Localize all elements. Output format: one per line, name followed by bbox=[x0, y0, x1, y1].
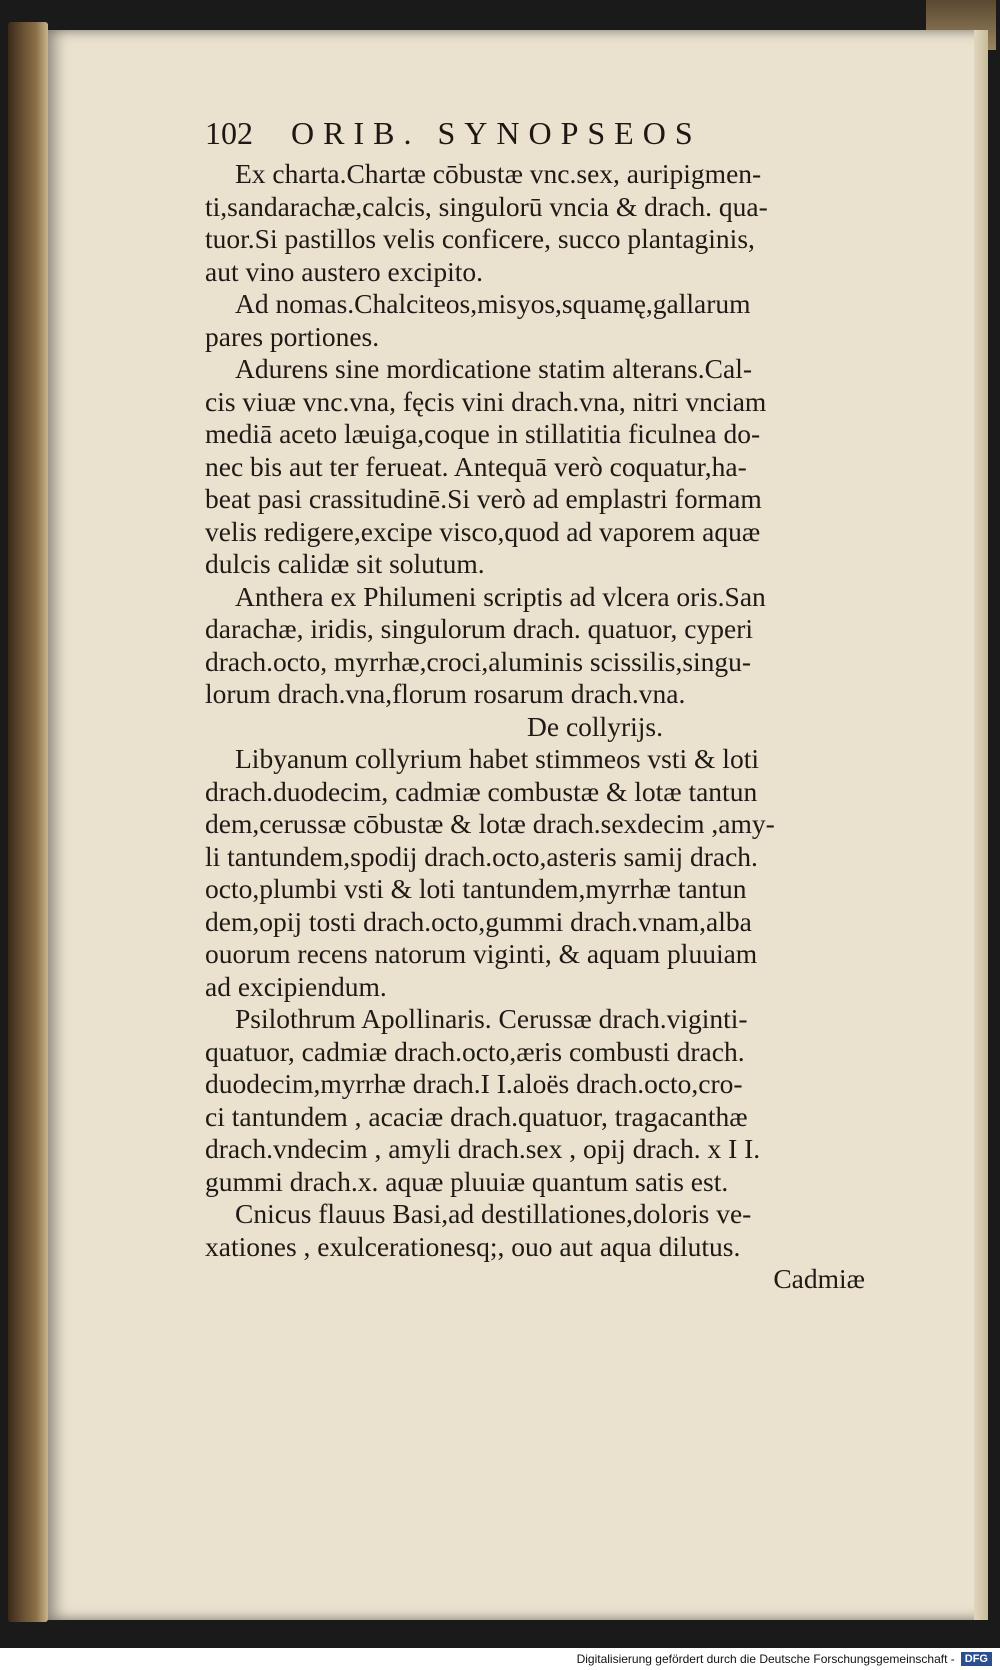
text-line: Cnicus flauus Basi,ad destillationes,doloris ve- bbox=[235, 1198, 752, 1229]
running-head bbox=[205, 115, 845, 152]
text-line: ci tantundem , acaciæ drach.quatuor, tragacanthæ bbox=[205, 1100, 748, 1132]
funding-credit: Digitalisierung gefördert durch die Deutsche Forschungsgemeinschaft - bbox=[576, 1652, 955, 1666]
text-line: mediā aceto læuiga,coque in stillatitia ficulnea do- bbox=[205, 418, 761, 449]
text-line: duodecim,myrrhæ drach.I I.aloës drach.octo,cro- bbox=[205, 1068, 743, 1099]
body-text bbox=[205, 158, 865, 1296]
text-line: drach.vndecim , amyli drach.sex , opij drach. x I I. bbox=[205, 1133, 761, 1164]
text-line: Ad nomas.Chalciteos,misyos,squamę,gallarum bbox=[235, 288, 751, 319]
text-line: beat pasi crassitudinē.Si verò ad emplastri formam bbox=[205, 483, 762, 514]
page-number: 102 bbox=[205, 115, 253, 151]
text-line: quatuor, cadmiæ drach.octo,æris combusti drach. bbox=[205, 1035, 745, 1067]
running-title: ORIB. SYNOPSEOS bbox=[291, 115, 702, 151]
text-line: dem,opij tosti drach.octo,gummi drach.vnam,alba bbox=[205, 905, 752, 937]
text-line: velis redigere,excipe visco,quod ad vaporem aquæ bbox=[205, 515, 761, 547]
book-edge bbox=[8, 22, 48, 1622]
text-line: darachæ, iridis, singulorum drach. quatuor, cyperi bbox=[205, 613, 753, 644]
text-line: Adurens sine mordicatione statim alterans.Cal- bbox=[235, 353, 753, 384]
text-line: Anthera ex Philumeni scriptis ad vlcera oris.San bbox=[235, 580, 766, 612]
text-line: dulcis calidæ sit solutum. bbox=[205, 548, 485, 579]
text-line: tuor.Si pastillos velis conficere, succo plantaginis, bbox=[205, 223, 755, 254]
text-line: Ex charta.Chartæ cōbustæ vnc.sex, auripigmen- bbox=[235, 158, 762, 189]
text-line: octo,plumbi vsti & loti tantundem,myrrhæ tantun bbox=[205, 873, 747, 904]
text-line: ad excipiendum. bbox=[205, 970, 387, 1002]
section-heading: De collyrijs. bbox=[527, 710, 663, 742]
text-line: nec bis aut ter ferueat. Antequā verò coquatur,ha- bbox=[205, 450, 747, 482]
text-line: ouorum recens natorum viginti, & aquam pluuiam bbox=[205, 938, 758, 969]
page-edge bbox=[974, 30, 988, 1620]
text-line: xationes , exulcerationesq;, ouo aut aqua dilutus. bbox=[205, 1230, 741, 1262]
text-line: aut vino austero excipito. bbox=[205, 255, 483, 287]
text-line: cis viuæ vnc.vna, fęcis vini drach.vna, nitri vnciam bbox=[205, 385, 767, 417]
dfg-logo: DFG bbox=[961, 1652, 992, 1666]
text-line: pares portiones. bbox=[205, 320, 380, 352]
text-line: li tantundem,spodij drach.octo,asteris samij drach. bbox=[205, 840, 758, 872]
text-line: Libyanum collyrium habet stimmeos vsti & loti bbox=[235, 743, 759, 774]
text-line: ti,sandarachæ,calcis, singulorū vncia & drach. qua- bbox=[205, 190, 768, 222]
text-line: dem,cerussæ cōbustæ & lotæ drach.sexdecim ,amy- bbox=[205, 808, 775, 839]
text-line: drach.duodecim, cadmiæ combustæ & lotæ tantun bbox=[205, 775, 758, 807]
footer-bar bbox=[0, 1648, 1000, 1670]
text-line: lorum drach.vna,florum rosarum drach.vna. bbox=[205, 678, 686, 709]
text-line: Psilothrum Apollinaris. Cerussæ drach.viginti- bbox=[235, 1003, 748, 1034]
text-line: gummi drach.x. aquæ pluuiæ quantum satis est. bbox=[205, 1165, 729, 1197]
catchword: Cadmiæ bbox=[773, 1263, 865, 1294]
text-line: drach.octo, myrrhæ,croci,aluminis scissilis,singu- bbox=[205, 645, 752, 677]
